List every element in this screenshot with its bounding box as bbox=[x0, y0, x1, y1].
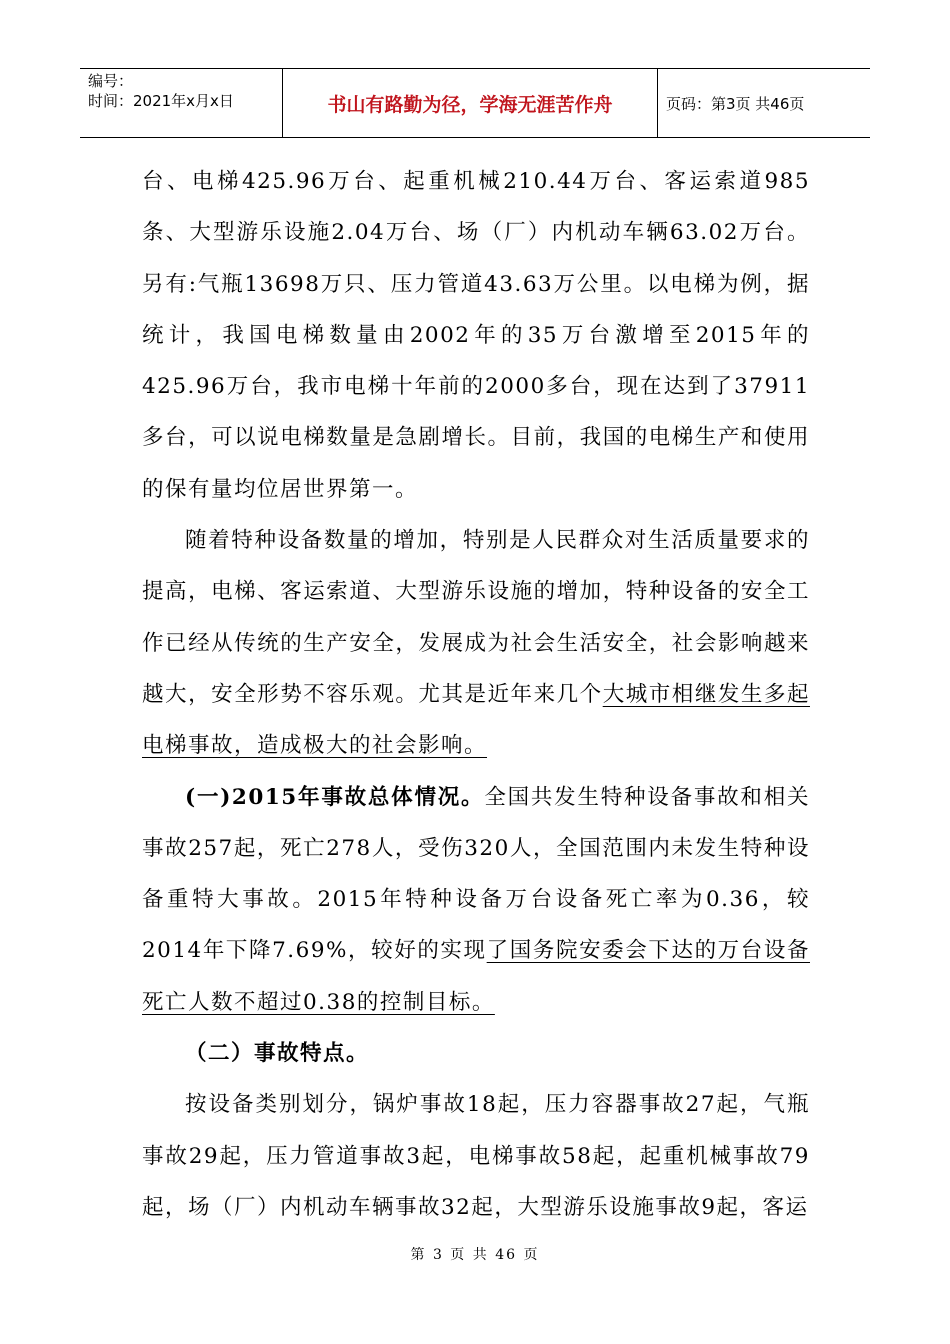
header-motto: 书山有路勤为径，学海无涯苦作舟 bbox=[283, 69, 658, 137]
header-page-info: 页码：第3页 共46页 bbox=[666, 94, 805, 113]
number-label: 编号： bbox=[88, 72, 134, 90]
paragraph-2015-accidents bbox=[142, 772, 810, 1028]
underlined-text: 大城市相继发生多起电梯事故，造成极大的社会影响。 bbox=[142, 681, 810, 759]
page-footer: 第 3 页 共 46 页 bbox=[410, 1247, 540, 1263]
paragraph-equipment-stats: 台、电梯425.96万台、起重机械210.44万台、客运索道985条、大型游乐设施2.04万台、场（厂）内机动车辆63.02万台。另有:气瓶13698万只、压力管道43.63万公里。以电梯为例，据统计，我国电梯数量由2002年的35万台激增至2015年的425.96万台，我市电梯十年前的2000多台，现在达到了37911多台，可以说电梯数量是急剧增长。目前，我国的电梯生产和使用的保有量均位居世界第一。 bbox=[142, 169, 810, 502]
page-header bbox=[80, 68, 870, 138]
document-body bbox=[142, 156, 810, 1233]
paragraph-accident-categories: 按设备类别划分，锅炉事故18起，压力容器事故27起，气瓶事故29起，压力管道事故3起，电梯事故58起，起重机械事故79起，场（厂）内机动车辆事故32起，大型游乐设施事故9起，客运 bbox=[142, 1092, 810, 1220]
paragraph-text: 全国共发生特种设备事故和相关事故257起，死亡278人，受伤320人，全国范围内未发生特种设备重特大事故。2015年特种设备万台设备死亡率为0.36，较2014年下降7.69%，较好的实现 bbox=[142, 784, 810, 964]
header-meta-cell bbox=[80, 69, 283, 137]
date-label: 时间：2021年x月x日 bbox=[88, 92, 234, 110]
paragraph-text: 随着特种设备数量的增加，特别是人民群众对生活质量要求的提高，电梯、客运索道、大型游乐设施的增加，特种设备的安全工作已经从传统的生产安全，发展成为社会生活安全，社会影响越来越大，安全形势不容乐观。尤其是近年来几个 bbox=[142, 528, 810, 707]
section-heading: (一)2015年事故总体情况。 bbox=[185, 784, 485, 810]
underlined-text: 了国务院安委会下达的万台设备死亡人数不超过0.38的控制目标。 bbox=[142, 938, 810, 1015]
section-heading-features: （二）事故特点。 bbox=[185, 1041, 370, 1067]
paragraph-safety-situation bbox=[142, 515, 810, 771]
